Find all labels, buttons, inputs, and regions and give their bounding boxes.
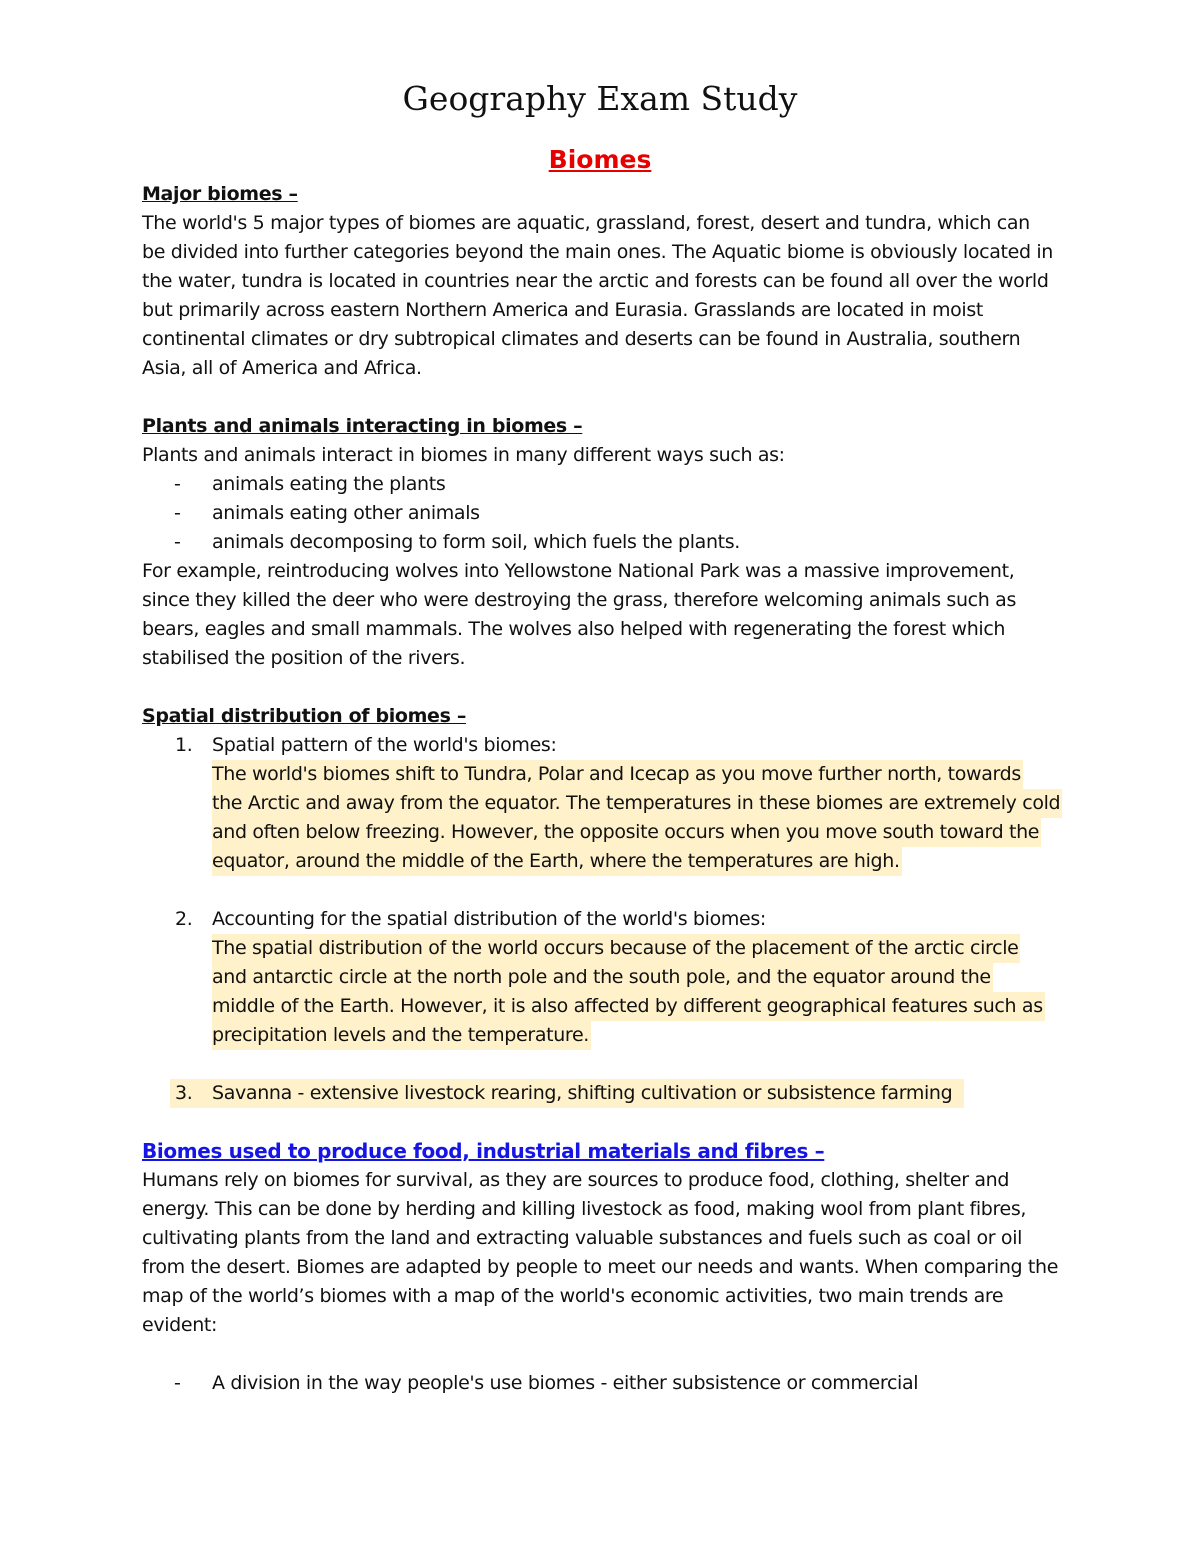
blank-line bbox=[142, 1050, 1082, 1079]
heading-spatial-distribution: Spatial distribution of biomes – bbox=[142, 705, 466, 727]
paragraph-line: Asia, all of America and Africa. bbox=[142, 357, 422, 379]
paragraph-line: continental climates or dry subtropical climates and deserts can be found in Australia, southern bbox=[142, 328, 1021, 350]
highlighted-line bbox=[142, 1021, 1082, 1050]
bullet-marker: - bbox=[174, 1372, 181, 1394]
list-item bbox=[142, 1369, 1082, 1398]
blank-line bbox=[142, 876, 1082, 905]
list-item-text: animals decomposing to form soil, which fuels the plants. bbox=[212, 531, 740, 553]
bullet-marker: - bbox=[174, 473, 181, 495]
list-item bbox=[142, 470, 1082, 499]
list-number: 2. bbox=[175, 908, 193, 930]
paragraph-line: evident: bbox=[142, 1314, 218, 1336]
blank-line bbox=[142, 1340, 1082, 1369]
paragraph-line: since they killed the deer who were destroying the grass, therefore welcoming animals such as bbox=[142, 589, 1016, 611]
list-item-text: A division in the way people's use biomes - either subsistence or commercial bbox=[212, 1372, 919, 1394]
numbered-item-1 bbox=[142, 731, 1082, 760]
highlighted-text: The spatial distribution of the world occurs because of the placement of the arctic circle bbox=[212, 934, 1020, 963]
list-item bbox=[142, 499, 1082, 528]
numbered-item-label: Accounting for the spatial distribution of the world's biomes: bbox=[212, 908, 766, 930]
paragraph-line: The world's 5 major types of biomes are aquatic, grassland, forest, desert and tundra, which can bbox=[142, 212, 1030, 234]
document-body bbox=[142, 180, 1082, 1398]
paragraph-line: cultivating plants from the land and extracting valuable substances and fuels such as coal or oil bbox=[142, 1227, 1023, 1249]
highlighted-line bbox=[142, 789, 1082, 818]
paragraph-line: map of the world’s biomes with a map of the world's economic activities, two main trends are bbox=[142, 1285, 1004, 1307]
numbered-item-3 bbox=[142, 1079, 1082, 1108]
bullet-marker: - bbox=[174, 502, 181, 524]
paragraph-line: from the desert. Biomes are adapted by people to meet our needs and wants. When comparing the bbox=[142, 1256, 1059, 1278]
paragraph-line: For example, reintroducing wolves into Yellowstone National Park was a massive improvement, bbox=[142, 560, 1015, 582]
highlighted-text: the Arctic and away from the equator. The temperatures in these biomes are extremely cold bbox=[212, 789, 1062, 818]
highlighted-line bbox=[142, 992, 1082, 1021]
highlighted-line bbox=[142, 934, 1082, 963]
blank-line bbox=[142, 1108, 1082, 1137]
blank-line bbox=[142, 383, 1082, 412]
highlighted-text: The world's biomes shift to Tundra, Polar and Icecap as you move further north, towards bbox=[212, 760, 1023, 789]
highlighted-text: equator, around the middle of the Earth, where the temperatures are high. bbox=[212, 847, 902, 876]
paragraph-line: the water, tundra is located in countries near the arctic and forests can be found all over the world bbox=[142, 270, 1049, 292]
highlighted-text: middle of the Earth. However, it is also affected by different geographical features such as bbox=[212, 992, 1045, 1021]
list-number: 1. bbox=[175, 734, 193, 756]
list-item-text: animals eating other animals bbox=[212, 502, 480, 524]
highlighted-line bbox=[142, 760, 1082, 789]
highlighted-text: and antarctic circle at the north pole and the south pole, and the equator around the bbox=[212, 963, 993, 992]
paragraph-line: energy. This can be done by herding and killing livestock as food, making wool from plant fibres, bbox=[142, 1198, 1027, 1220]
paragraph-line: Plants and animals interact in biomes in many different ways such as: bbox=[142, 444, 785, 466]
paragraph-line: be divided into further categories beyond the main ones. The Aquatic biome is obviously located in bbox=[142, 241, 1053, 263]
paragraph-line: Humans rely on biomes for survival, as they are sources to produce food, clothing, shelter and bbox=[142, 1169, 1010, 1191]
list-number: 3. bbox=[175, 1082, 193, 1104]
highlighted-line bbox=[142, 847, 1082, 876]
heading-plants-animals: Plants and animals interacting in biomes – bbox=[142, 415, 583, 437]
highlighted-line bbox=[142, 963, 1082, 992]
list-item-text: animals eating the plants bbox=[212, 473, 446, 495]
section-title-biomes: Biomes bbox=[548, 145, 652, 174]
paragraph-line: bears, eagles and small mammals. The wolves also helped with regenerating the forest which bbox=[142, 618, 1006, 640]
numbered-item-label: Spatial pattern of the world's biomes: bbox=[212, 734, 557, 756]
numbered-item-2 bbox=[142, 905, 1082, 934]
highlighted-text: precipitation levels and the temperature. bbox=[212, 1021, 591, 1050]
heading-biomes-food: Biomes used to produce food, industrial materials and fibres – bbox=[142, 1139, 825, 1163]
blank-line bbox=[142, 673, 1082, 702]
heading-major-biomes: Major biomes – bbox=[142, 183, 298, 205]
paragraph-line: stabilised the position of the rivers. bbox=[142, 647, 466, 669]
numbered-item-label: Savanna - extensive livestock rearing, shifting cultivation or subsistence farming bbox=[212, 1082, 953, 1104]
list-item bbox=[142, 528, 1082, 557]
highlighted-line bbox=[142, 818, 1082, 847]
paragraph-line: but primarily across eastern Northern America and Eurasia. Grasslands are located in moist bbox=[142, 299, 983, 321]
document-title: Geography Exam Study bbox=[402, 79, 798, 118]
bullet-marker: - bbox=[174, 531, 181, 553]
highlighted-text: and often below freezing. However, the opposite occurs when you move south toward the bbox=[212, 818, 1041, 847]
